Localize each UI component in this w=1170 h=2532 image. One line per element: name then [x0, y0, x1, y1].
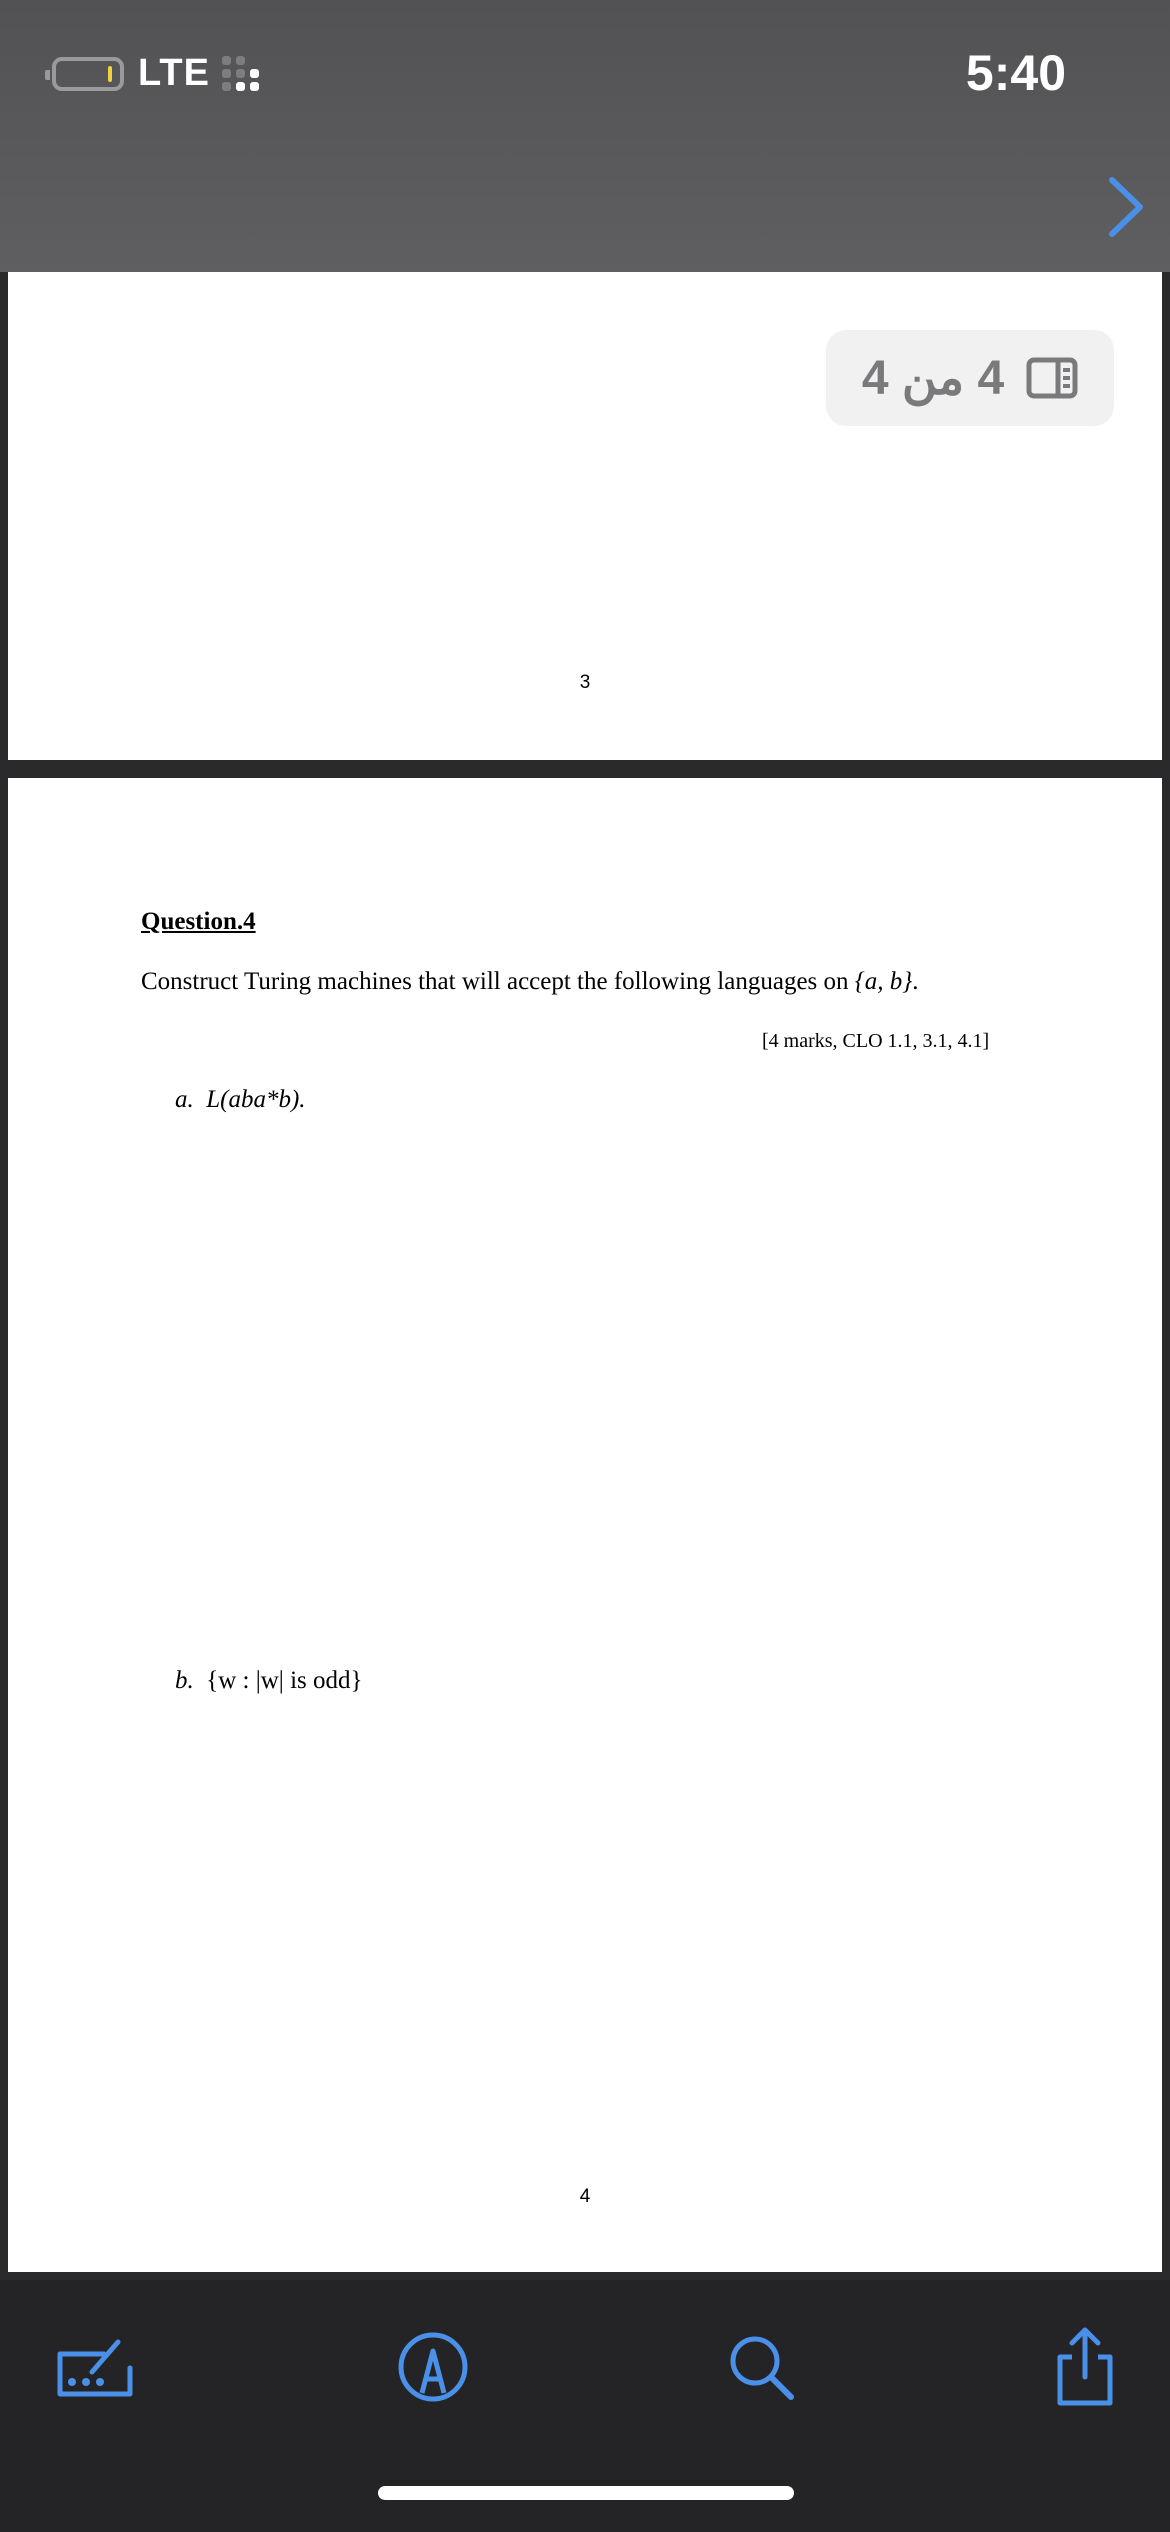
- part-b-label: b.: [175, 1667, 194, 1694]
- battery-icon: [52, 57, 124, 91]
- search-button[interactable]: [716, 2322, 806, 2412]
- network-type: LTE: [138, 52, 210, 94]
- question-part-a: [175, 1086, 306, 1114]
- part-a-label: a.: [175, 1086, 194, 1113]
- page-indicator-label: 4 من 4: [861, 352, 1005, 405]
- chevron-right-icon: [1100, 172, 1150, 242]
- sidebar-thumbnails-icon: [1026, 357, 1078, 399]
- page-indicator[interactable]: [826, 330, 1114, 426]
- page-number: 3: [579, 672, 591, 693]
- pen-markup-icon: [395, 2329, 471, 2405]
- status-bar-left: [52, 52, 259, 95]
- pdf-page-4: [8, 778, 1162, 2272]
- question-text-set: {a, b}: [854, 968, 913, 995]
- question-marks: [4 marks, CLO 1.1, 3.1, 4.1]: [762, 1030, 990, 1052]
- top-bar: [0, 0, 1170, 272]
- question-part-b: [175, 1667, 363, 1695]
- part-a-text: L(aba*b).: [206, 1086, 306, 1113]
- status-time: 5:40: [965, 45, 1066, 101]
- signal-strength-icon: [222, 56, 259, 91]
- markup-toolbar-button[interactable]: [50, 2322, 140, 2412]
- question-title: Question.4: [141, 908, 256, 935]
- question-text-prefix: Construct Turing machines that will accept the following languages on: [141, 968, 855, 995]
- search-icon: [723, 2329, 799, 2405]
- part-b-text: {w : |w| is odd}: [206, 1667, 363, 1694]
- share-button[interactable]: [1040, 2322, 1130, 2412]
- share-icon: [1050, 2325, 1120, 2409]
- home-indicator[interactable]: [378, 2486, 794, 2500]
- pen-markup-button[interactable]: [388, 2322, 478, 2412]
- next-page-button[interactable]: [1100, 172, 1150, 242]
- page-number: 4: [579, 2186, 591, 2207]
- question-text: [141, 968, 919, 996]
- markup-toolbar-icon: [52, 2332, 138, 2402]
- question-text-suffix: .: [912, 968, 919, 995]
